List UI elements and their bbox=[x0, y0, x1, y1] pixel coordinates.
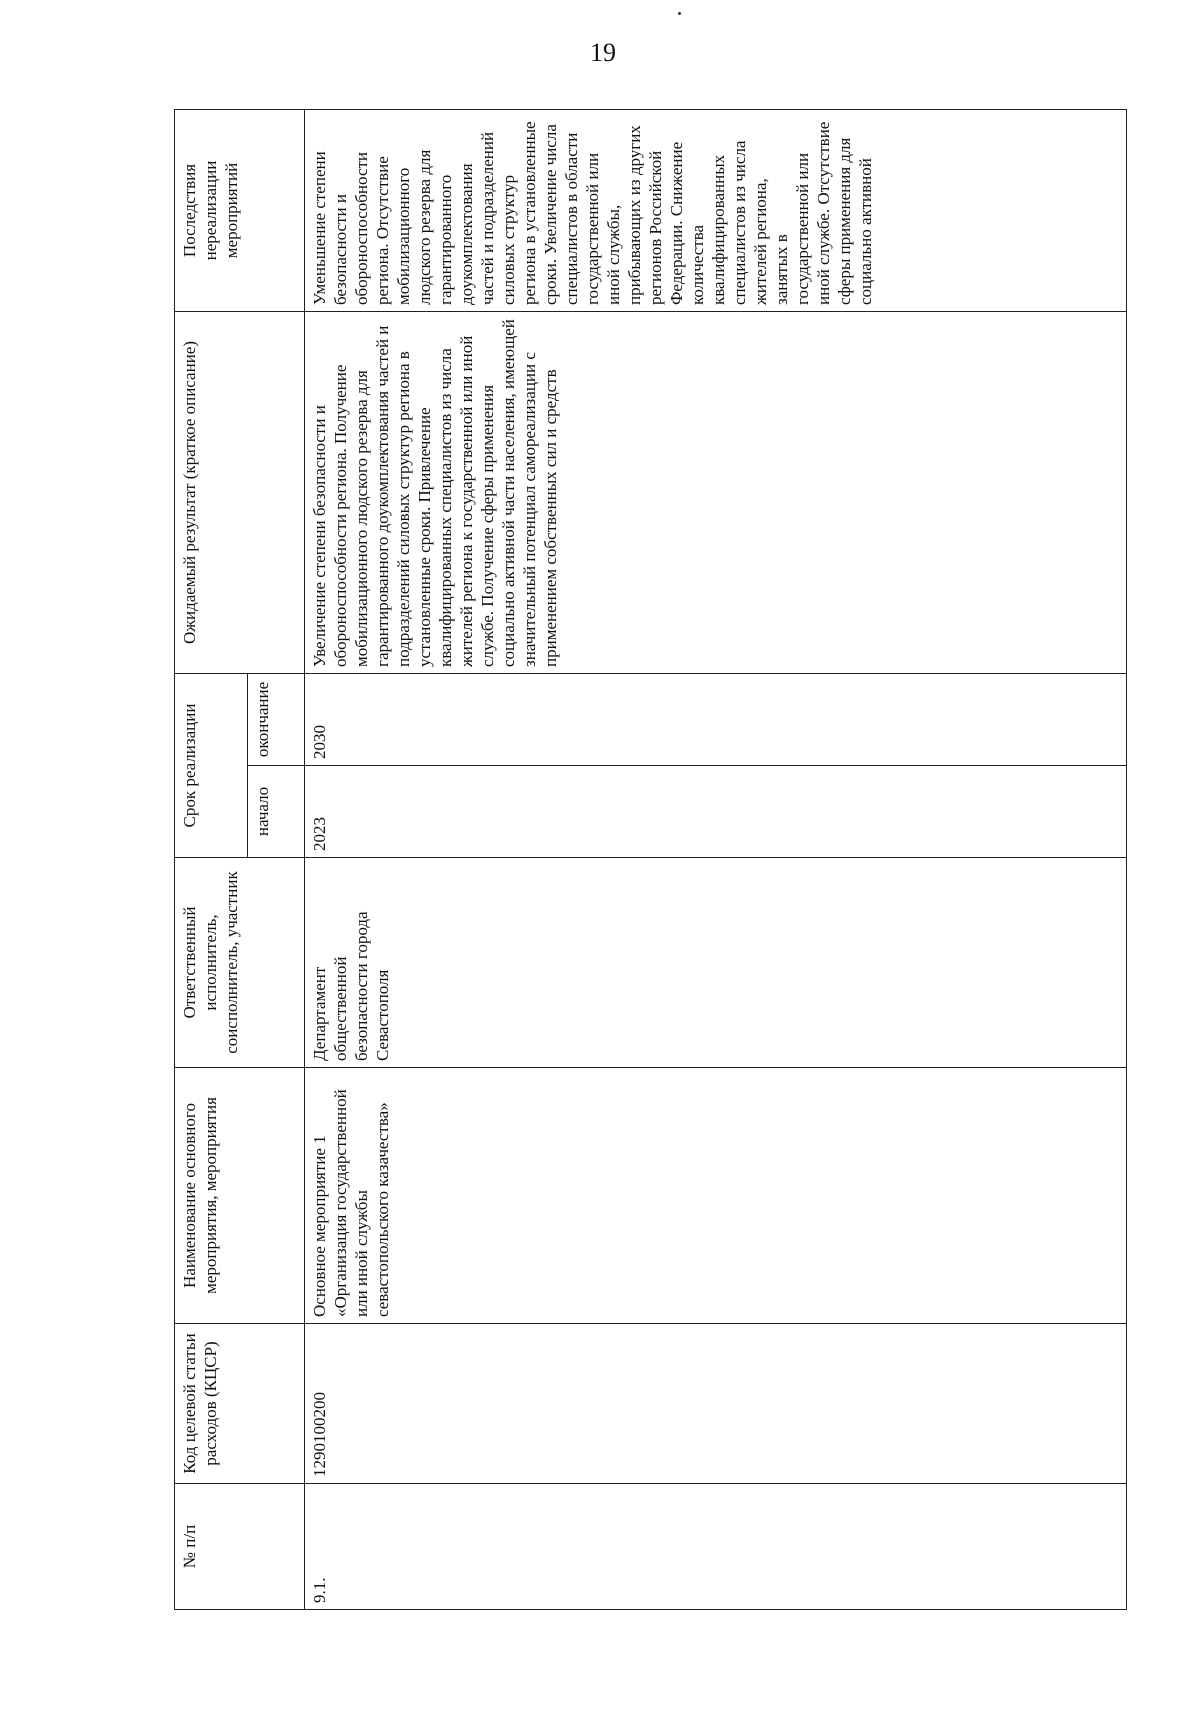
header-num: № п/п bbox=[175, 1484, 305, 1610]
scan-artifact-dot bbox=[678, 12, 681, 15]
cell-end: 2030 bbox=[305, 674, 1127, 766]
header-end: окончание bbox=[248, 674, 305, 766]
header-start: начало bbox=[248, 766, 305, 858]
header-executor: Ответственный исполнитель, соисполнитель, участник bbox=[175, 858, 305, 1068]
page-number: 19 bbox=[590, 38, 616, 67]
cell-executor: Департамент общественной безопасности города Севастополя bbox=[305, 858, 1127, 1068]
cell-start: 2023 bbox=[305, 766, 1127, 858]
cell-consequences: Уменьшение степени безопасности и обороноспособности региона. Отсутствие мобилизационного людского резерва для гарантированного доукомплектования частей и подразделений силовых структур региона в установленные сроки. Увеличение числа специалистов в области государственной или иной службы, прибывающих из других регионов Российской Федерации. Снижение количества квалифицированных специалистов из числа жителей региона, занятых в государственной или иной службе. Отсутствие сферы применения для социально активной bbox=[305, 110, 1127, 312]
header-period: Срок реализации bbox=[175, 674, 248, 858]
table-header-row bbox=[175, 110, 248, 1610]
cell-name: Основное мероприятие 1 «Организация государственной или иной службы севастопольского казачества» bbox=[305, 1068, 1127, 1324]
rotated-table-container bbox=[174, 110, 1127, 1610]
header-name: Наименование основного мероприятия, мероприятия bbox=[175, 1068, 305, 1324]
header-consequences: Последствия нереализации мероприятий bbox=[175, 110, 305, 312]
table-row bbox=[305, 110, 1127, 1610]
header-code: Код целевой статьи расходов (КЦСР) bbox=[175, 1324, 305, 1484]
cell-num: 9.1. bbox=[305, 1484, 1127, 1610]
cell-code: 1290100200 bbox=[305, 1324, 1127, 1484]
cell-result: Увеличение степени безопасности и обороноспособности региона. Получение мобилизационного людского резерва для гарантированного доукомплектования частей и подразделений силовых структур региона в установленные сроки. Привлечение квалифицированных специалистов из числа жителей региона к государственной или иной службе. Получение сферы применения социально активной части населения, имеющей значительный потенциал самореализации с применением собственных сил и средств bbox=[305, 312, 1127, 674]
activities-table bbox=[174, 109, 1127, 1610]
header-result: Ожидаемый результат (краткое описание) bbox=[175, 312, 305, 674]
